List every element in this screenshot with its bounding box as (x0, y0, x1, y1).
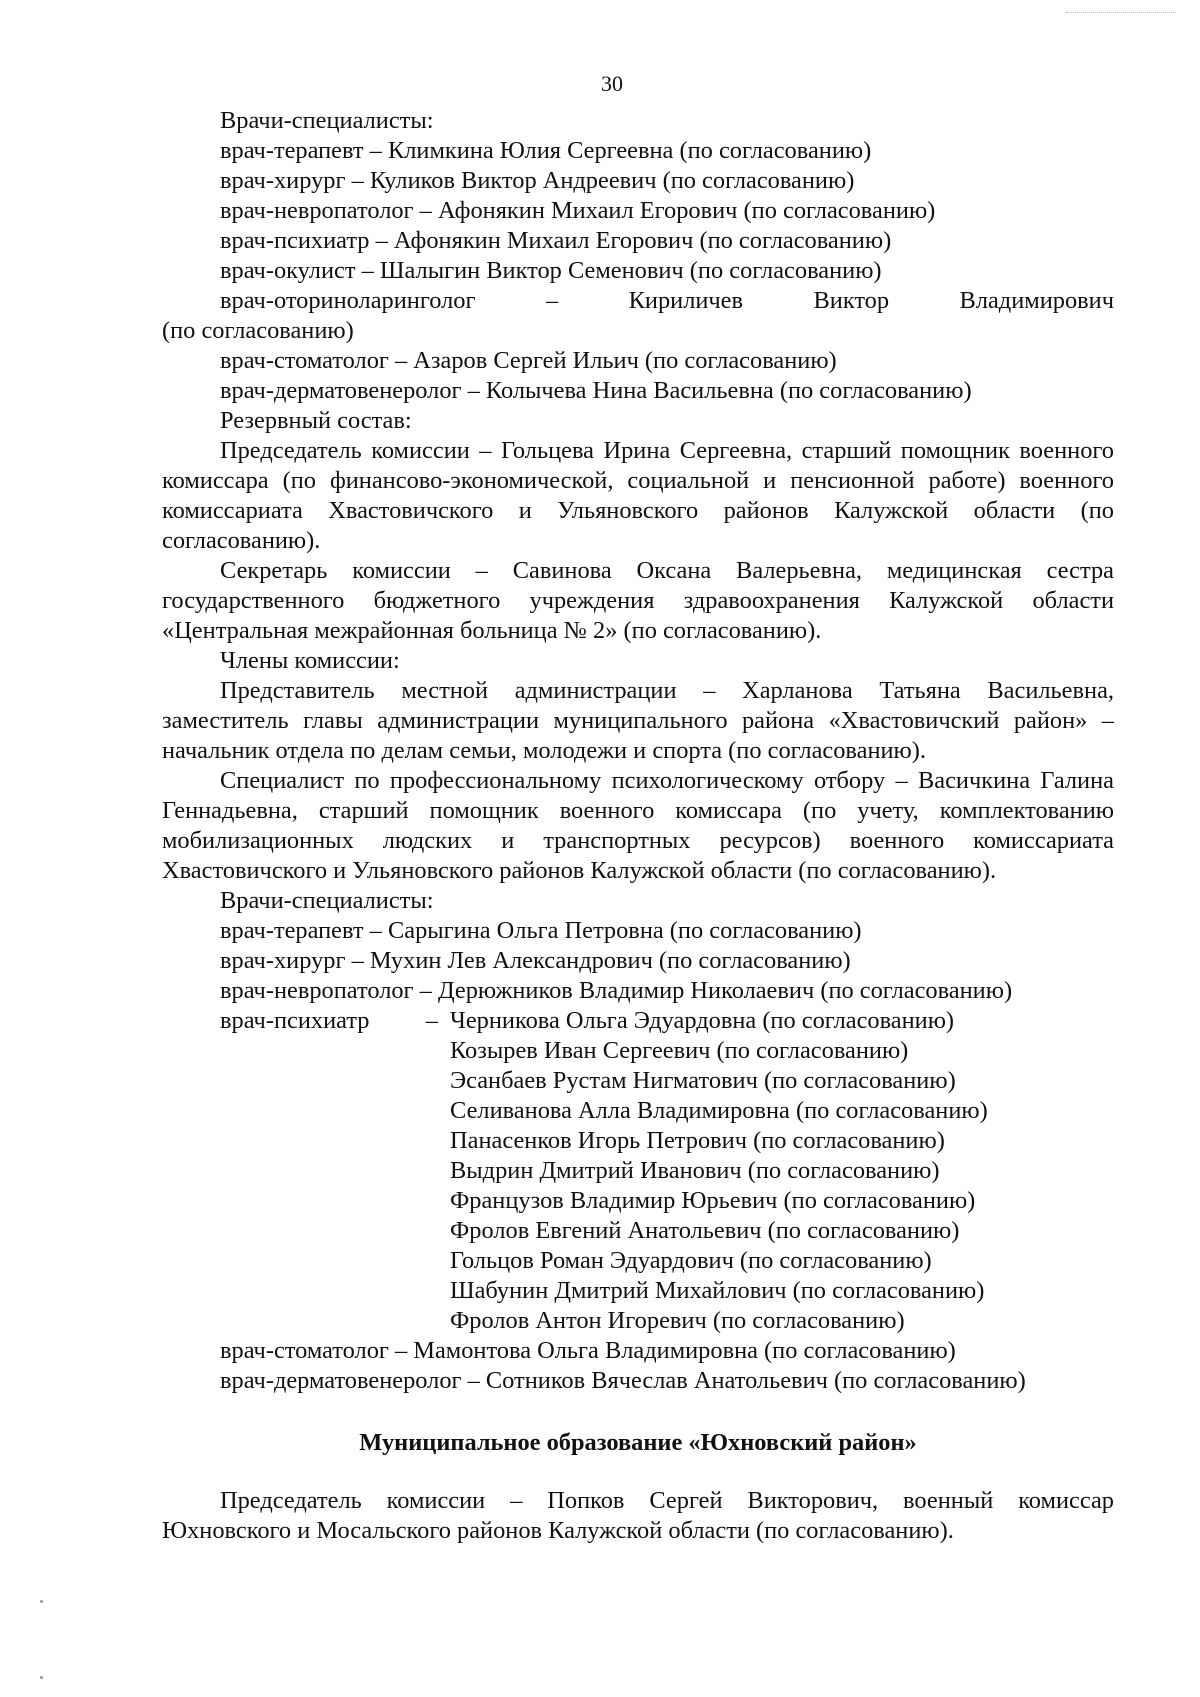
reserve-doctor-dentist: врач-стоматолог – Мамонтова Ольга Владимировна (по согласованию) (220, 1337, 956, 1364)
ent-word: – (545, 287, 559, 314)
list-item: Эсанбаев Рустам Нигматович (по согласованию) (450, 1067, 956, 1094)
reserve-heading: Резервный состав: (220, 407, 412, 434)
psychiatrist-dash: – (425, 1007, 438, 1034)
reserve-chairman-paragraph: Председатель комиссии – Гольцева Ирина Сергеевна, старший помощник военного комиссара (по финансово-экономической, социальной и пенсионной работе) военного комиссариата Хвастовичского и Ульяновского районов Калужской области (по согласованию). (162, 437, 1114, 554)
ent-word: Виктор (813, 287, 890, 314)
reserve-doctor-neurologist: врач-невропатолог – Дерюжников Владимир Николаевич (по согласованию) (220, 977, 1013, 1004)
doctor-line-dentist: врач-стоматолог – Азаров Сергей Ильич (по согласованию) (220, 347, 837, 374)
ent-word: Кириличев (628, 287, 744, 314)
doctor-line-neurologist: врач-невропатолог – Афонякин Михаил Егорович (по согласованию) (220, 197, 936, 224)
psychiatrist-label: врач-психиатр (220, 1007, 370, 1034)
section2-chairman-paragraph: Председатель комиссии – Попков Сергей Викторович, военный комиссар Юхновского и Мосальского районов Калужской области (по согласованию). (162, 1487, 1114, 1544)
doctors-heading: Врачи-специалисты: (220, 107, 434, 134)
reserve-doctor-surgeon: врач-хирург – Мухин Лев Александрович (по согласованию) (220, 947, 851, 974)
page-number: 30 (601, 71, 623, 96)
list-item: Селиванова Алла Владимировна (по согласованию) (450, 1097, 988, 1124)
list-item: Выдрин Дмитрий Иванович (по согласованию) (450, 1157, 940, 1184)
reserve-doctors-heading: Врачи-специалисты: (220, 887, 434, 914)
psychiatrists-block (162, 1006, 1114, 1336)
psych-specialist-paragraph: Специалист по профессиональному психологическому отбору – Васичкина Галина Геннадьевна, старший помощник военного комиссара (по учету, комплектованию мобилизационных людских и транспортных ресурсов) военного комиссариата Хвастовичского и Ульяновского районов Калужской области (по согласованию). (162, 767, 1114, 884)
list-item: Французов Владимир Юрьевич (по согласованию) (450, 1187, 976, 1214)
doctor-line-surgeon: врач-хирург – Куликов Виктор Андреевич (по согласованию) (220, 167, 855, 194)
list-item: Фролов Евгений Анатольевич (по согласованию) (450, 1217, 960, 1244)
doctor-line-dermatologist: врач-дерматовенеролог – Колычева Нина Васильевна (по согласованию) (220, 377, 972, 404)
reserve-secretary-paragraph: Секретарь комиссии – Савинова Оксана Валерьевна, медицинская сестра государственного бюджетного учреждения здравоохранения Калужской области «Центральная межрайонная больница № 2» (по согласованию). (162, 557, 1114, 644)
ent-word: Владимирович (959, 287, 1114, 314)
psychiatrist-list (450, 1006, 988, 1336)
list-item: Черникова Ольга Эдуардовна (по согласованию) (450, 1007, 955, 1034)
list-item: Козырев Иван Сергеевич (по согласованию) (450, 1037, 909, 1064)
list-item: Панасенков Игорь Петрович (по согласованию) (450, 1127, 945, 1154)
scan-dot (40, 1600, 43, 1603)
list-item: Гольцов Роман Эдуардович (по согласованию) (450, 1247, 932, 1274)
reserve-doctor-therapist: врач-терапевт – Сарыгина Ольга Петровна (по согласованию) (220, 917, 862, 944)
scan-artifact (1066, 12, 1176, 16)
reserve-doctor-dermatologist: врач-дерматовенеролог – Сотников Вячеслав Анатольевич (по согласованию) (220, 1367, 1026, 1394)
members-heading: Члены комиссии: (220, 647, 400, 674)
psychiatrist-label-group (220, 1006, 450, 1336)
doctor-line-ent-tail: (по согласованию) (162, 317, 354, 344)
doctor-line-therapist: врач-терапевт – Климкина Юлия Сергеевна (по согласованию) (220, 137, 872, 164)
scan-dot (40, 1676, 43, 1679)
document-page (162, 62, 1114, 1546)
section-heading: Муниципальное образование «Юхновский район» (359, 1429, 917, 1456)
ent-word: врач-оториноларинголог (220, 287, 476, 314)
doctor-line-ent (162, 286, 1114, 316)
doctor-line-ophthalmologist: врач-окулист – Шалыгин Виктор Семенович (по согласованию) (220, 257, 882, 284)
list-item: Фролов Антон Игоревич (по согласованию) (450, 1307, 905, 1334)
doctor-line-psychiatrist: врач-психиатр – Афонякин Михаил Егорович (по согласованию) (220, 227, 892, 254)
list-item: Шабунин Дмитрий Михайлович (по согласованию) (450, 1277, 985, 1304)
local-admin-paragraph: Представитель местной администрации – Харланова Татьяна Васильевна, заместитель главы администрации муниципального района «Хвастовичский район» – начальник отдела по делам семьи, молодежи и спорта (по согласованию). (162, 677, 1114, 764)
